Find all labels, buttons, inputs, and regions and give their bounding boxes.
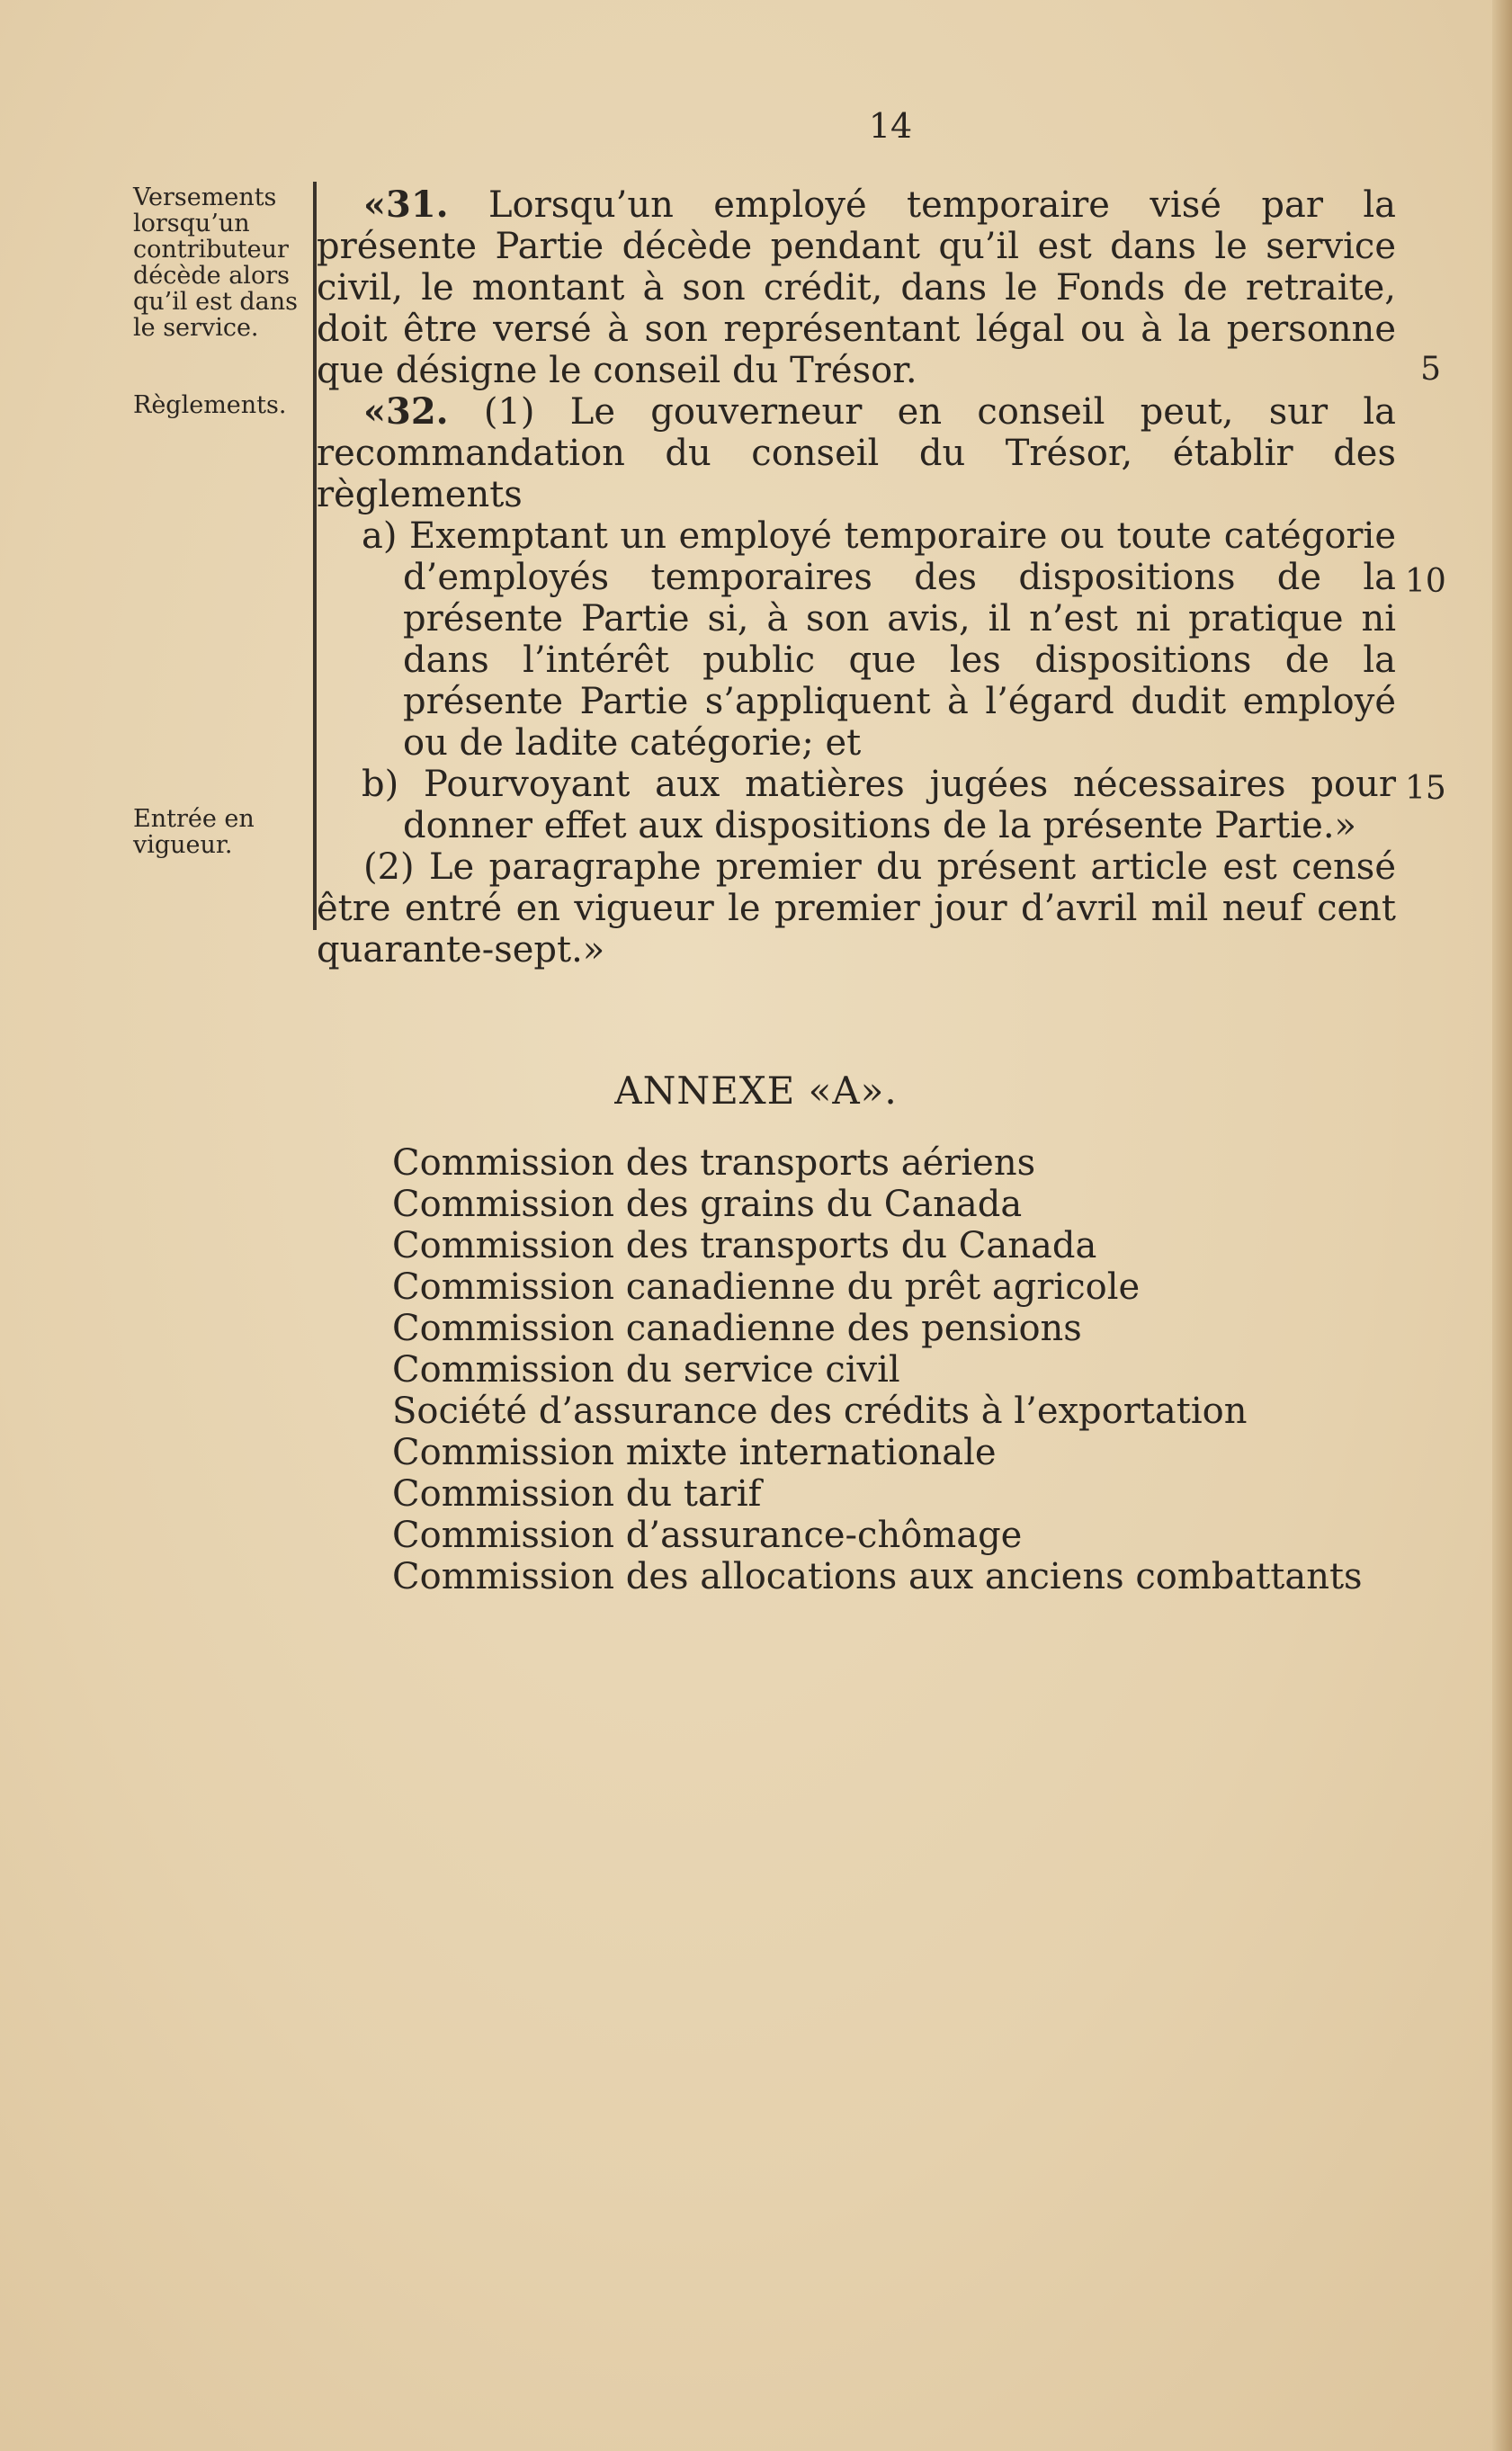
annex-title: ANNEXE «A».: [614, 1069, 898, 1113]
annex-list: [392, 1142, 1427, 1597]
section-31: [317, 184, 1396, 391]
margin-note-entree-en-vigueur: Entrée en vigueur.: [133, 805, 255, 859]
annex-item: Commission canadienne des pensions: [392, 1308, 1082, 1349]
section-32-item-b: b) Pourvoyant aux matières jugées nécessaires pour donner effet aux dispositions de la présente Partie.»: [362, 764, 1396, 846]
annex-item: Commission des transports aériens: [392, 1142, 1036, 1184]
annex-item: Commission mixte internationale: [392, 1432, 997, 1473]
margin-note-versements: Versements lorsqu’un contributeur décède alors qu’il est dans le service.: [133, 183, 299, 342]
annex-item: Commission des allocations aux anciens combattants: [392, 1556, 1363, 1597]
section-32-para-2: (2) Le paragraphe premier du présent article est censé être entré en vigueur le premier jour d’avril mil neuf cent quarante-sept.»: [317, 846, 1396, 971]
page-number: 14: [868, 106, 913, 146]
page-edge: [1492, 0, 1512, 2451]
annex-item: Commission des grains du Canada: [392, 1184, 1023, 1225]
section-32-intro: [317, 391, 1396, 515]
margin-note-reglements: Règlements.: [133, 391, 287, 419]
section-32-intro-text: (1) Le gouverneur en conseil peut, sur la recommandation du conseil du Trésor, établir des règlements: [317, 391, 1396, 515]
annex-item: Commission du tarif: [392, 1473, 762, 1515]
annex-item: Commission d’assurance-chômage: [392, 1515, 1023, 1556]
line-number-15: 15: [1405, 770, 1446, 807]
section-31-text: Lorsqu’un employé temporaire visé par la présente Partie décède pendant qu’il est dans le service civil, le montant à son crédit, dans le Fonds de retraite, doit être versé à son représentant légal ou à la personne que désigne le conseil du Trésor.: [317, 184, 1396, 391]
body-text: [317, 184, 1396, 971]
annex-item: Commission canadienne du prêt agricole: [392, 1266, 1141, 1308]
section-32-number: «32.: [363, 390, 449, 433]
section-31-number: «31.: [363, 183, 449, 226]
annex-item: Commission des transports du Canada: [392, 1225, 1097, 1266]
line-number-10: 10: [1405, 563, 1446, 600]
annex-item: Commission du service civil: [392, 1349, 900, 1391]
section-32-item-a: a) Exemptant un employé temporaire ou toute catégorie d’employés temporaires des dispositions de la présente Partie si, à son avis, il n’est ni pratique ni dans l’intérêt public que les dispositions de la présente Partie s’appliquent à l’égard dudit employé ou de ladite catégorie; et: [362, 515, 1396, 764]
annex-item: Société d’assurance des crédits à l’exportation: [392, 1391, 1248, 1432]
line-number-5: 5: [1420, 351, 1441, 388]
